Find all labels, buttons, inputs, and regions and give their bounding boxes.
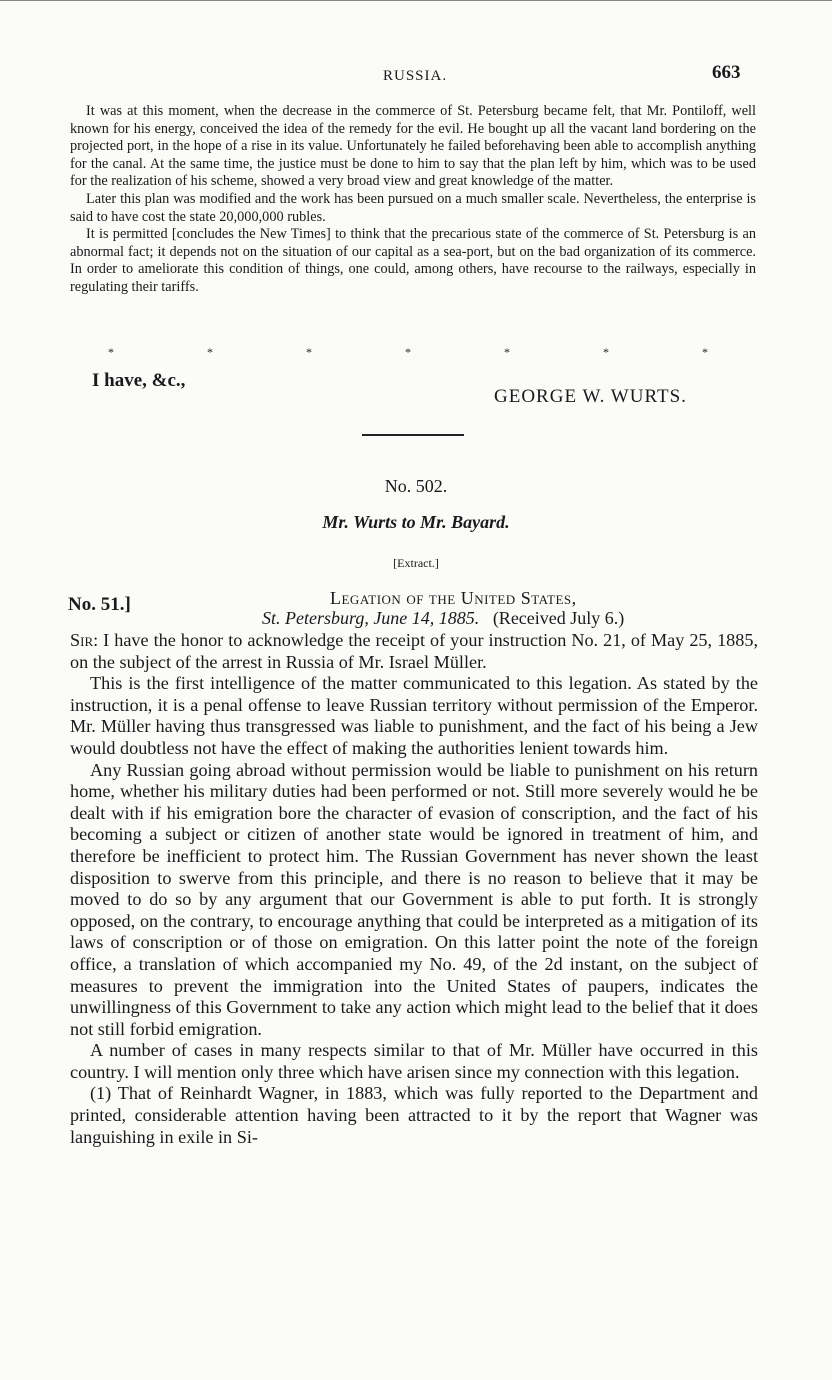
star: *	[306, 345, 312, 359]
place-date-line	[262, 608, 624, 629]
letter-body	[70, 630, 758, 1148]
document-number: No. 502.	[384, 476, 448, 496]
star: *	[405, 345, 411, 359]
dispatch-number: No. 51.]	[68, 594, 131, 615]
ellipsis-stars	[108, 345, 708, 360]
closing-line: I have, &c.,	[92, 370, 186, 391]
quoted-text-block	[70, 103, 756, 297]
received-date: (Received July 6.)	[492, 608, 625, 628]
top-border-line	[0, 0, 832, 1]
body-paragraph: (1) That of Reinhardt Wagner, in 1883, which was fully reported to the Department and printed, considerable attention having been attracted to it by the report that Wagner was languishing in exile in Si-	[70, 1083, 758, 1147]
extract-note: [Extract.]	[393, 556, 439, 570]
legation-heading: Legation of the United States,	[330, 588, 577, 608]
star: *	[504, 345, 510, 359]
section-divider	[362, 434, 464, 436]
page-number: 663	[712, 62, 741, 83]
salutation: Sir	[70, 630, 94, 650]
star: *	[207, 345, 213, 359]
quoted-paragraph: It is permitted [concludes the New Times] to think that the precarious state of the commerce of St. Petersburg is an abnormal fact; it depends not on the situation of our capital as a sea-port, but on the bad organization of its commerce. In order to ameliorate this condition of things, one could, among others, have recourse to the railways, especially in regulating their tariffs.	[70, 226, 756, 295]
place-date: St. Petersburg, June 14, 1885.	[262, 608, 480, 628]
body-paragraph: A number of cases in many respects similar to that of Mr. Müller have occurred in this country. I will mention only three which have arisen since my connection with this legation.	[70, 1040, 758, 1082]
body-paragraph-text: : I have the honor to acknowledge the receipt of your instruction No. 21, of May 25, 1885, on the subject of the arrest in Russia of Mr. Israel Müller.	[70, 630, 758, 672]
page-header	[0, 62, 832, 90]
star: *	[603, 345, 609, 359]
star: *	[702, 345, 708, 359]
quoted-paragraph: Later this plan was modified and the work has been pursued on a much smaller scale. Nevertheless, the enterprise is said to have cost the state 20,000,000 rubles.	[70, 190, 756, 225]
running-title: RUSSIA.	[383, 68, 448, 84]
body-paragraph: Any Russian going abroad without permission would be liable to punishment on his return home, whether his military duties had been performed or not. Still more severely would he be dealt with if his emigration bore the character of evasion of conscription, and the fact of his becoming a subject or citizen of another state would be ignored in treatment of him, and therefore be inefficient to protect him. The Russian Government has never shown the least disposition to swerve from this principle, and there is no reason to believe that it may be moved to do so by any argument that our Government is able to put forth. It is strongly opposed, on the contrary, to encourage anything that could be interpreted as a mitigation of its laws of conscription or of those on emigration. On this latter point the note of the foreign office, a translation of which accompanied my No. 49, of the 2d instant, on the subject of measures to prevent the immigration into the United States of paupers, indicates the unwillingness of this Government to take any action which might lead to the belief that it does not still forbid emigration.	[70, 759, 758, 1039]
body-paragraph	[70, 630, 758, 673]
quoted-paragraph: It was at this moment, when the decrease in the commerce of St. Petersburg became felt, that Mr. Pontiloff, well known for his energy, conceived the idea of the remedy for the evil. He bought up all the vacant land bordering on the projected port, in the hope of a rise in its value. Unfortunately he failed beforehaving been able to accomplish anything for the canal. At the same time, the justice must be done to him to say that the plan left by him, which was to be used for the realization of his scheme, showed a very broad view and great knowledge of the matter.	[70, 103, 756, 190]
body-paragraph: This is the first intelligence of the matter communicated to this legation. As stated by the instruction, it is a penal offense to leave Russian territory without permission of the Emperor. Mr. Müller having thus transgressed was liable to punishment, and the fact of his being a Jew would doubtless not have the effect of making the authorities lenient towards him.	[70, 673, 758, 758]
document-subtitle: Mr. Wurts to Mr. Bayard.	[322, 512, 510, 532]
signature: GEORGE W. WURTS.	[494, 386, 687, 407]
star: *	[108, 345, 114, 359]
